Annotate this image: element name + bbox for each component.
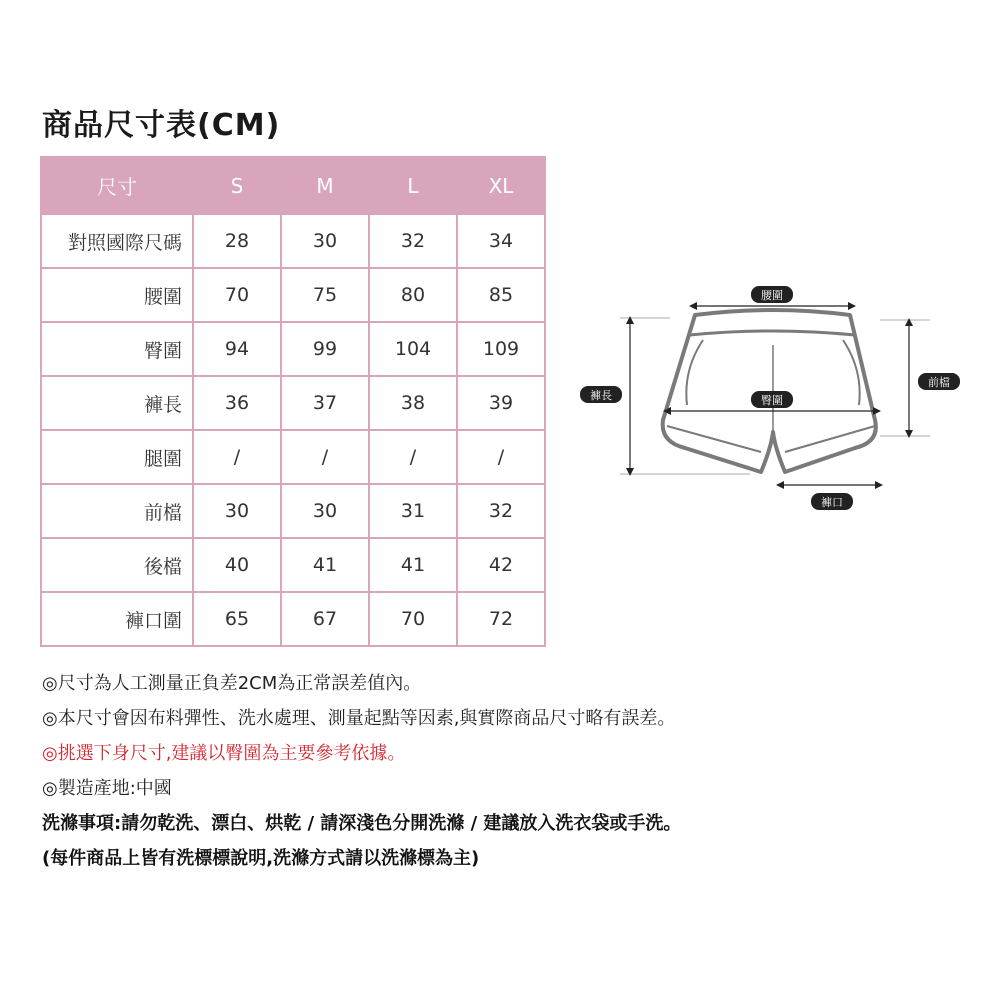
table-cell: 37	[281, 376, 369, 430]
table-cell: 42	[457, 538, 545, 592]
page-title: 商品尺寸表(CM)	[42, 108, 281, 143]
table-cell: 41	[281, 538, 369, 592]
note-variance: ◎本尺寸會因布料彈性、洗水處理、測量起點等因素,與實際商品尺寸略有誤差。	[42, 708, 676, 729]
row-label: 臀圍	[41, 322, 193, 376]
table-cell: 32	[457, 484, 545, 538]
note-tolerance: ◎尺寸為人工測量正負差2CM為正常誤差值內。	[42, 673, 422, 694]
note-washing: 洗滌事項:請勿乾洗、漂白、烘乾 / 請深淺色分開洗滌 / 建議放入洗衣袋或手洗。	[42, 813, 682, 834]
table-cell: 34	[457, 214, 545, 268]
note-origin: ◎製造產地:中國	[42, 778, 172, 799]
table-cell: 36	[193, 376, 281, 430]
table-row	[41, 322, 545, 376]
table-cell: 67	[281, 592, 369, 646]
row-label: 對照國際尺碼	[41, 214, 193, 268]
table-cell: /	[369, 430, 457, 484]
table-cell: 28	[193, 214, 281, 268]
table-header-cell: L	[369, 157, 457, 214]
row-label: 腿圍	[41, 430, 193, 484]
row-label: 前檔	[41, 484, 193, 538]
table-cell: 30	[281, 484, 369, 538]
table-cell: 39	[457, 376, 545, 430]
table-header-row	[41, 157, 545, 214]
table-header-cell: M	[281, 157, 369, 214]
table-cell: /	[193, 430, 281, 484]
table-cell: 72	[457, 592, 545, 646]
table-cell: /	[281, 430, 369, 484]
table-cell: 31	[369, 484, 457, 538]
table-header-cell: XL	[457, 157, 545, 214]
table-cell: 70	[369, 592, 457, 646]
note-wash-label: (每件商品上皆有洗標標說明,洗滌方式請以洗滌標為主)	[42, 848, 480, 869]
table-cell: 41	[369, 538, 457, 592]
waist-label: 腰圍	[761, 289, 783, 302]
table-cell: 85	[457, 268, 545, 322]
table-row	[41, 484, 545, 538]
row-label: 腰圍	[41, 268, 193, 322]
size-table	[40, 156, 546, 647]
table-cell: 65	[193, 592, 281, 646]
row-label: 後檔	[41, 538, 193, 592]
table-cell: 104	[369, 322, 457, 376]
table-cell: 32	[369, 214, 457, 268]
table-row	[41, 538, 545, 592]
row-label: 褲口圍	[41, 592, 193, 646]
row-label: 褲長	[41, 376, 193, 430]
hem-label: 褲口	[821, 496, 843, 509]
hip-label: 臀圍	[761, 394, 783, 407]
table-cell: 99	[281, 322, 369, 376]
note-hip-advice: ◎挑選下身尺寸,建議以臀圍為主要參考依據。	[42, 743, 406, 764]
front-rise-label: 前檔	[928, 376, 950, 389]
notes-section	[42, 666, 681, 876]
table-row	[41, 268, 545, 322]
table-row	[41, 214, 545, 268]
table-row	[41, 592, 545, 646]
table-cell: 75	[281, 268, 369, 322]
table-header-cell: S	[193, 157, 281, 214]
table-cell: 80	[369, 268, 457, 322]
table-cell: 94	[193, 322, 281, 376]
table-header-cell: 尺寸	[41, 157, 193, 214]
shorts-diagram	[575, 280, 965, 520]
length-label: 褲長	[590, 389, 612, 402]
table-cell: /	[457, 430, 545, 484]
table-cell: 70	[193, 268, 281, 322]
table-cell: 40	[193, 538, 281, 592]
table-cell: 38	[369, 376, 457, 430]
table-cell: 30	[193, 484, 281, 538]
table-cell: 109	[457, 322, 545, 376]
table-row	[41, 430, 545, 484]
table-cell: 30	[281, 214, 369, 268]
table-row	[41, 376, 545, 430]
